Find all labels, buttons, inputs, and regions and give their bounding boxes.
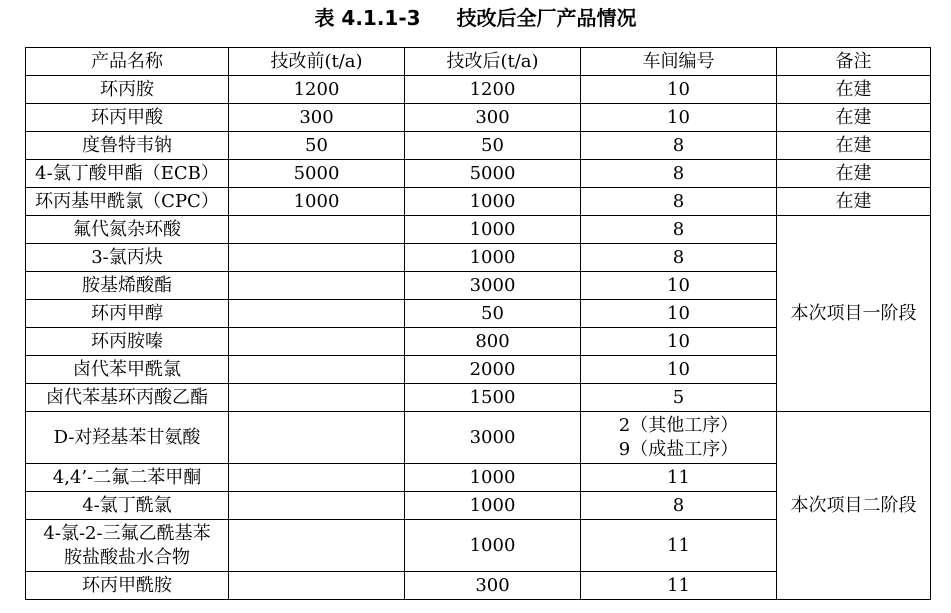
cell-name: 环丙基甲酰氯（CPC） — [26, 188, 229, 216]
table-row — [26, 132, 931, 160]
cell-workshop: 10 — [581, 356, 777, 384]
header-row — [26, 48, 931, 76]
cell-after: 300 — [405, 572, 581, 600]
cell-after: 1000 — [405, 188, 581, 216]
header-after: 技改后(t/a) — [405, 48, 581, 76]
cell-before: 50 — [229, 132, 405, 160]
cell-workshop: 10 — [581, 300, 777, 328]
cell-name: 环丙甲醇 — [26, 300, 229, 328]
cell-before — [229, 464, 405, 492]
cell-name: 卤代苯基环丙酸乙酯 — [26, 384, 229, 412]
cell-workshop: 10 — [581, 328, 777, 356]
cell-after: 2000 — [405, 356, 581, 384]
cell-name — [26, 520, 229, 572]
cell-note: 在建 — [777, 104, 931, 132]
cell-workshop: 11 — [581, 464, 777, 492]
cell-before — [229, 492, 405, 520]
cell-workshop: 10 — [581, 272, 777, 300]
cell-after: 5000 — [405, 160, 581, 188]
cell-before — [229, 572, 405, 600]
cell-after: 50 — [405, 132, 581, 160]
cell-after: 1000 — [405, 492, 581, 520]
table-row — [26, 412, 931, 464]
cell-workshop: 8 — [581, 216, 777, 244]
cell-name: 氟代氮杂环酸 — [26, 216, 229, 244]
cell-after: 1000 — [405, 244, 581, 272]
header-before: 技改前(t/a) — [229, 48, 405, 76]
table-number: 表 4.1.1-3 — [314, 6, 421, 30]
cell-workshop — [581, 412, 777, 464]
cell-workshop: 8 — [581, 132, 777, 160]
cell-name: 4-氯丁酸甲酯（ECB） — [26, 160, 229, 188]
name-line: 4-氯-2-三氟乙酰基苯 — [43, 522, 211, 544]
cell-before — [229, 520, 405, 572]
cell-after: 50 — [405, 300, 581, 328]
cell-workshop: 11 — [581, 572, 777, 600]
table-row — [26, 76, 931, 104]
cell-note: 在建 — [777, 188, 931, 216]
cell-before: 5000 — [229, 160, 405, 188]
cell-workshop: 10 — [581, 104, 777, 132]
cell-before: 1200 — [229, 76, 405, 104]
cell-note: 在建 — [777, 132, 931, 160]
table-row — [26, 188, 931, 216]
cell-workshop: 5 — [581, 384, 777, 412]
table-row — [26, 160, 931, 188]
cell-workshop: 8 — [581, 244, 777, 272]
header-product-name: 产品名称 — [26, 48, 229, 76]
cell-after: 1000 — [405, 216, 581, 244]
cell-after: 800 — [405, 328, 581, 356]
cell-name: 3-氯丙炔 — [26, 244, 229, 272]
cell-after: 1500 — [405, 384, 581, 412]
table-title: 技改后全厂产品情况 — [456, 6, 637, 30]
cell-note: 在建 — [777, 76, 931, 104]
table-caption — [0, 0, 951, 38]
header-note: 备注 — [777, 48, 931, 76]
cell-note-phase2: 本次项目二阶段 — [777, 412, 931, 600]
cell-note: 在建 — [777, 160, 931, 188]
cell-name: 环丙甲酰胺 — [26, 572, 229, 600]
cell-note-phase1: 本次项目一阶段 — [777, 216, 931, 412]
cell-name: 环丙甲酸 — [26, 104, 229, 132]
table-row — [26, 104, 931, 132]
cell-workshop: 8 — [581, 188, 777, 216]
cell-before — [229, 328, 405, 356]
cell-after: 300 — [405, 104, 581, 132]
cell-workshop: 8 — [581, 160, 777, 188]
table-row — [26, 216, 931, 244]
cell-name: 环丙胺 — [26, 76, 229, 104]
cell-after: 1200 — [405, 76, 581, 104]
cell-before — [229, 412, 405, 464]
cell-before — [229, 300, 405, 328]
cell-workshop: 10 — [581, 76, 777, 104]
cell-before — [229, 384, 405, 412]
cell-workshop: 11 — [581, 520, 777, 572]
workshop-line: 2（其他工序） — [618, 414, 739, 436]
cell-name: 卤代苯甲酰氯 — [26, 356, 229, 384]
cell-before: 1000 — [229, 188, 405, 216]
cell-name: 环丙胺嗪 — [26, 328, 229, 356]
cell-workshop: 8 — [581, 492, 777, 520]
cell-before — [229, 244, 405, 272]
cell-before — [229, 216, 405, 244]
cell-after: 1000 — [405, 520, 581, 572]
cell-name: D-对羟基苯甘氨酸 — [26, 412, 229, 464]
header-workshop: 车间编号 — [581, 48, 777, 76]
cell-before: 300 — [229, 104, 405, 132]
cell-name: 4-氯丁酰氯 — [26, 492, 229, 520]
product-table — [25, 47, 931, 600]
cell-after: 1000 — [405, 464, 581, 492]
cell-after: 3000 — [405, 412, 581, 464]
workshop-line: 9（成盐工序） — [618, 438, 739, 460]
cell-after: 3000 — [405, 272, 581, 300]
cell-name: 4,4’-二氟二苯甲酮 — [26, 464, 229, 492]
name-line: 胺盐酸盐水合物 — [64, 546, 190, 568]
cell-name: 度鲁特韦钠 — [26, 132, 229, 160]
cell-before — [229, 272, 405, 300]
cell-before — [229, 356, 405, 384]
cell-name: 胺基烯酸酯 — [26, 272, 229, 300]
